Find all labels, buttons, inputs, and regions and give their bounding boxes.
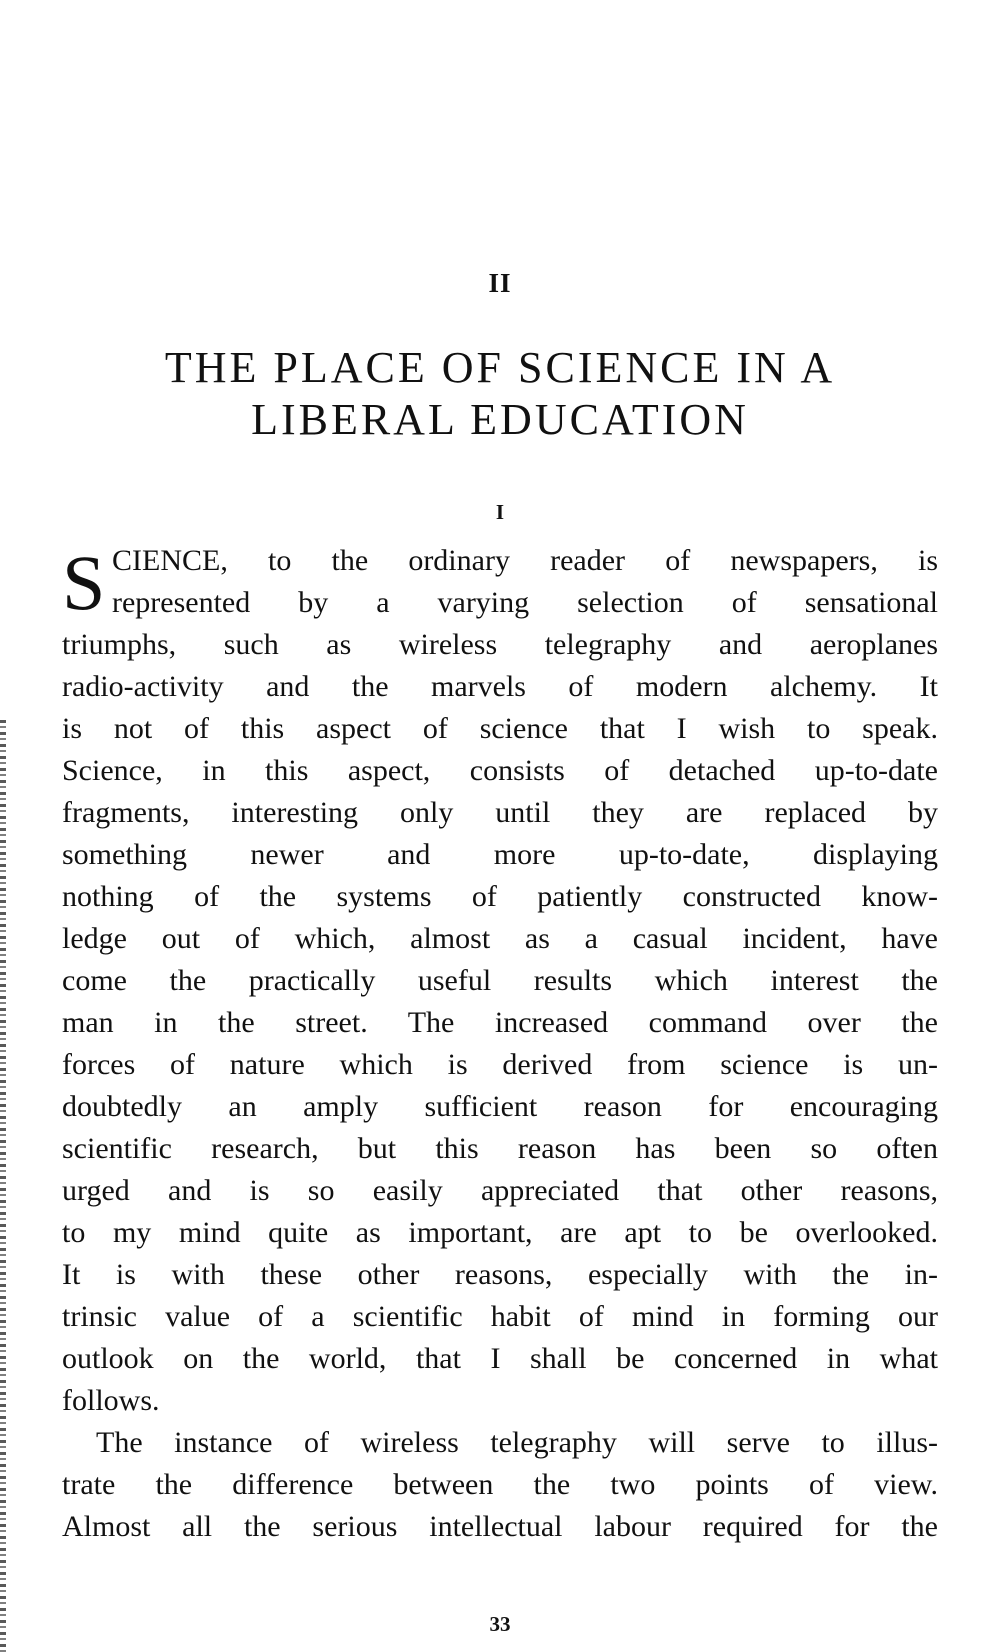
chapter-title <box>60 342 940 446</box>
text-line: represented by a varying selection of sensational <box>112 586 938 619</box>
text-line: nothing of the systems of patiently constructed know- <box>62 880 938 913</box>
text-line: is not of this aspect of science that I wish to speak. <box>62 712 938 745</box>
text-line: man in the street. The increased command over the <box>62 1006 938 1039</box>
paragraph-2 <box>62 1422 938 1548</box>
text-line: trate the difference between the two points of view. <box>62 1468 938 1501</box>
drop-cap: S <box>62 539 106 626</box>
text-line: doubtedly an amply sufficient reason for encouraging <box>62 1090 938 1123</box>
section-numeral: I <box>495 500 505 524</box>
text-line: to my mind quite as important, are apt to be overlooked. <box>62 1216 938 1249</box>
text-line: come the practically useful results which interest the <box>62 964 938 997</box>
text-line: Almost all the serious intellectual labour required for the <box>62 1510 938 1543</box>
page-number: 33 <box>489 1612 511 1636</box>
text-line: trinsic value of a scientific habit of mind in forming our <box>62 1300 938 1333</box>
text-line: CIENCE, to the ordinary reader of newspapers, is <box>112 544 938 577</box>
text-line: ledge out of which, almost as a casual incident, have <box>62 922 938 955</box>
text-line: outlook on the world, that I shall be concerned in what <box>62 1342 938 1375</box>
text-line: It is with these other reasons, especially with the in- <box>62 1258 938 1291</box>
text-line: follows. <box>62 1384 160 1417</box>
chapter-title-line: THE PLACE OF SCIENCE IN A <box>164 343 836 392</box>
text-line: scientific research, but this reason has been so often <box>62 1132 938 1165</box>
text-line: urged and is so easily appreciated that other reasons, <box>62 1174 938 1207</box>
paragraph-1 <box>62 540 938 1422</box>
text-line: The instance of wireless telegraphy will serve to illus- <box>96 1426 938 1459</box>
text-line: Science, in this aspect, consists of detached up-to-date <box>62 754 938 787</box>
chapter-title-line: LIBERAL EDUCATION <box>251 395 749 444</box>
text-line: radio-activity and the marvels of modern alchemy. It <box>62 670 938 703</box>
text-line: triumphs, such as wireless telegraphy and aeroplanes <box>62 628 938 661</box>
text-line: something newer and more up-to-date, displaying <box>62 838 938 871</box>
scan-binding-edge <box>0 720 6 1652</box>
chapter-numeral: II <box>488 268 512 298</box>
text-line: forces of nature which is derived from science is un- <box>62 1048 938 1081</box>
body-text <box>62 540 938 1548</box>
text-line: fragments, interesting only until they are replaced by <box>62 796 938 829</box>
